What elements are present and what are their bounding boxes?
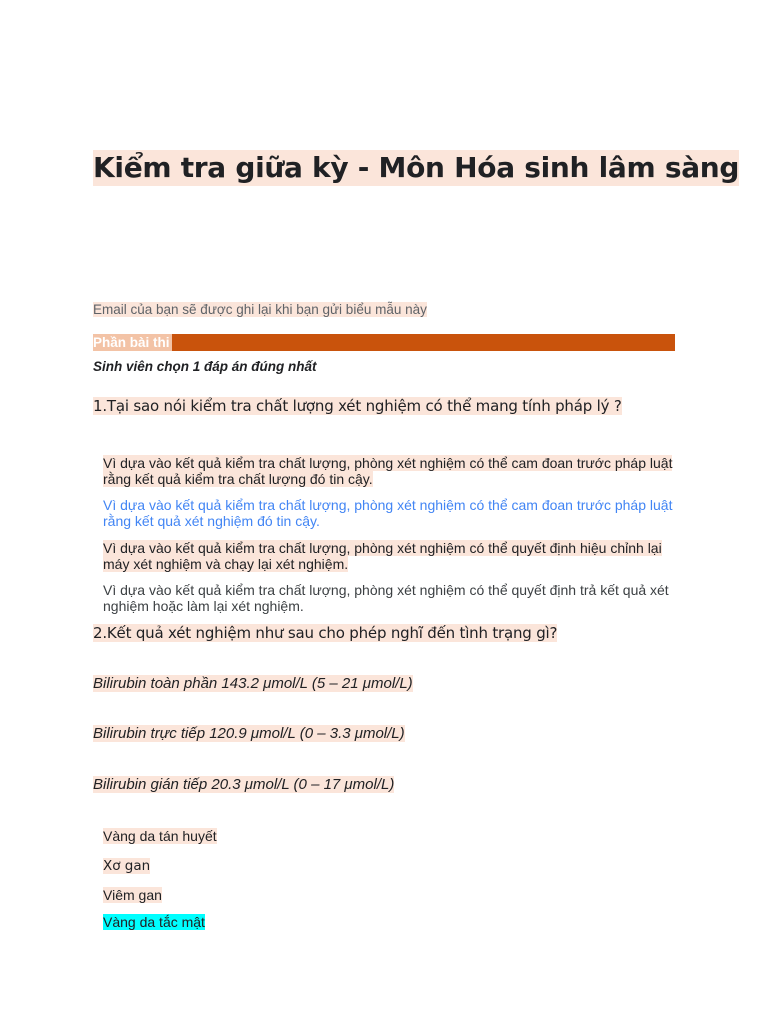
option-label: Vì dựa vào kết quả kiểm tra chất lượng, phòng xét nghiệm có thể quyết định hiệu chỉnh lại máy xét nghiệm và chạy lại xét nghiệm. bbox=[103, 540, 662, 572]
option-label: Vì dựa vào kết quả kiểm tra chất lượng, phòng xét nghiệm có thể cam đoan trước pháp luật rằng kết quả kiểm tra chất lượng đó tin cậy. bbox=[103, 455, 673, 487]
section-label: Phần bài thi bbox=[93, 335, 170, 350]
lab-result-direct-bilirubin: Bilirubin trực tiếp 120.9 μmol/L (0 – 3.3 μmol/L) bbox=[93, 725, 405, 742]
question-1-option-2[interactable] bbox=[103, 497, 678, 529]
question-1-text: 1.Tại sao nói kiểm tra chất lượng xét nghiệm có thể mang tính pháp lý ? bbox=[93, 397, 622, 415]
question-2-option-4-selected[interactable]: Vàng da tắc mật bbox=[103, 914, 205, 930]
email-note: Email của bạn sẽ được ghi lại khi bạn gửi biểu mẫu này bbox=[93, 302, 427, 317]
option-label: Vì dựa vào kết quả kiểm tra chất lượng, phòng xét nghiệm có thể quyết định trả kết quả xét nghiệm hoặc làm lại xét nghiệm. bbox=[103, 582, 669, 614]
question-2-text: 2.Kết quả xét nghiệm như sau cho phép nghĩ đến tình trạng gì? bbox=[93, 624, 558, 642]
question-2-option-2[interactable]: Xơ gan bbox=[103, 858, 151, 874]
form-title: Kiểm tra giữa kỳ - Môn Hóa sinh lâm sàng bbox=[93, 151, 740, 184]
question-1-option-1[interactable] bbox=[103, 455, 678, 487]
question-2-option-3[interactable]: Viêm gan bbox=[103, 887, 162, 903]
option-label-correct: Vì dựa vào kết quả kiểm tra chất lượng, phòng xét nghiệm có thể cam đoan trước pháp luật rằng kết quả xét nghiệm đó tin cậy. bbox=[103, 497, 673, 529]
question-2-option-1[interactable]: Vàng da tán huyết bbox=[103, 828, 217, 844]
question-1-option-3[interactable] bbox=[103, 540, 678, 572]
instruction-text: Sinh viên chọn 1 đáp án đúng nhất bbox=[93, 359, 317, 374]
lab-result-total-bilirubin: Bilirubin toàn phần 143.2 μmol/L (5 – 21 μmol/L) bbox=[93, 675, 413, 692]
section-header bbox=[93, 334, 675, 351]
lab-result-indirect-bilirubin: Bilirubin gián tiếp 20.3 μmol/L (0 – 17 μmol/L) bbox=[93, 776, 395, 793]
question-1-option-4[interactable] bbox=[103, 582, 678, 614]
